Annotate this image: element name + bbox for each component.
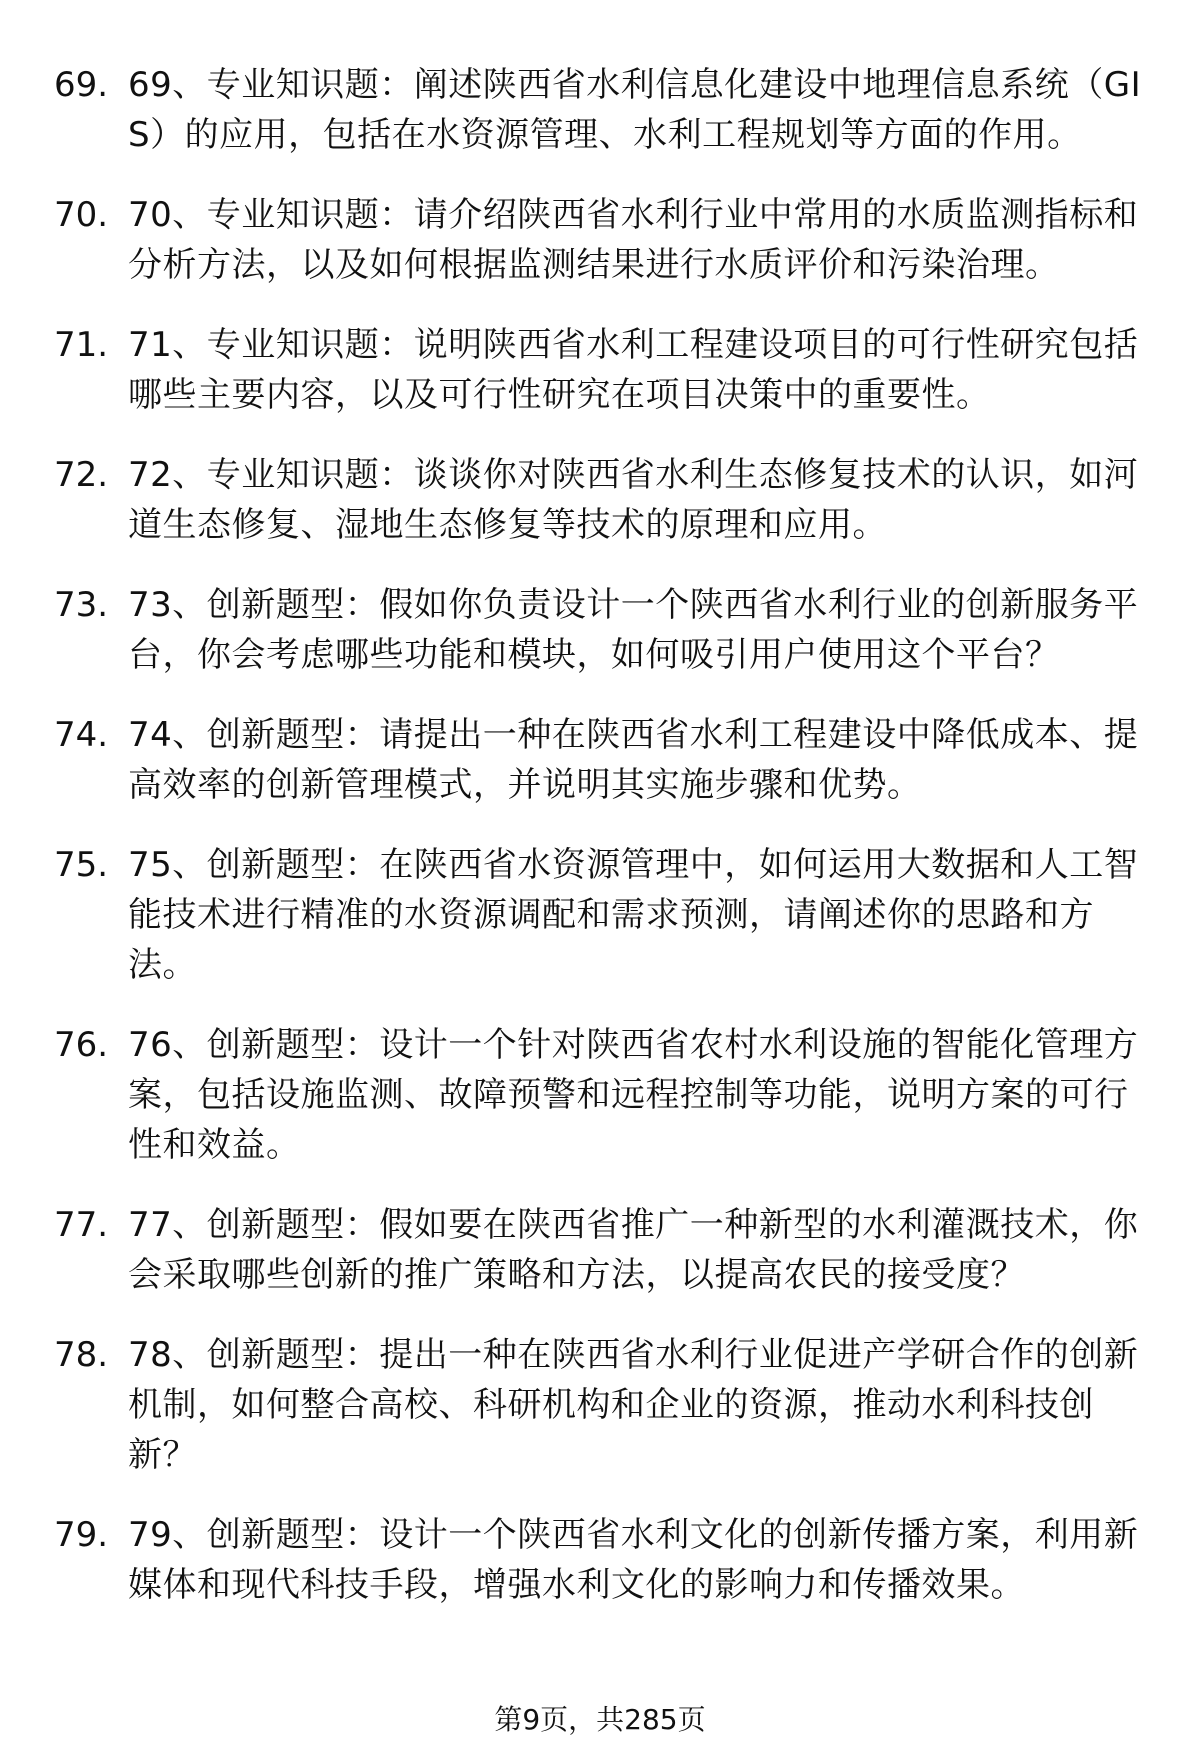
question-text: 77、创新题型：假如要在陕西省推广一种新型的水利灌溉技术，你会采取哪些创新的推广策略和方法，以提高农民的接受度？	[128, 1205, 1139, 1295]
question-text: 73、创新题型：假如你负责设计一个陕西省水利行业的创新服务平台，你会考虑哪些功能和模块，如何吸引用户使用这个平台？	[128, 585, 1139, 675]
question-number: 73.	[54, 585, 109, 625]
question-item	[54, 1510, 1154, 1610]
question-item	[54, 60, 1154, 160]
question-text: 75、创新题型：在陕西省水资源管理中，如何运用大数据和人工智能技术进行精准的水资源调配和需求预测，请阐述你的思路和方法。	[128, 845, 1139, 985]
question-item	[54, 190, 1154, 290]
question-item	[54, 450, 1154, 550]
question-text: 70、专业知识题：请介绍陕西省水利行业中常用的水质监测指标和分析方法，以及如何根据监测结果进行水质评价和污染治理。	[128, 195, 1139, 285]
question-text: 69、专业知识题：阐述陕西省水利信息化建设中地理信息系统（GIS）的应用，包括在水资源管理、水利工程规划等方面的作用。	[128, 65, 1142, 155]
question-list	[54, 60, 1154, 1640]
question-item	[54, 840, 1154, 990]
question-item	[54, 580, 1154, 680]
question-text: 72、专业知识题：谈谈你对陕西省水利生态修复技术的认识，如河道生态修复、湿地生态修复等技术的原理和应用。	[128, 455, 1139, 545]
question-item	[54, 320, 1154, 420]
question-text: 71、专业知识题：说明陕西省水利工程建设项目的可行性研究包括哪些主要内容，以及可行性研究在项目决策中的重要性。	[128, 325, 1139, 415]
question-item	[54, 710, 1154, 810]
question-number: 78.	[54, 1335, 109, 1375]
question-text: 74、创新题型：请提出一种在陕西省水利工程建设中降低成本、提高效率的创新管理模式，并说明其实施步骤和优势。	[128, 715, 1139, 805]
question-text: 78、创新题型：提出一种在陕西省水利行业促进产学研合作的创新机制，如何整合高校、科研机构和企业的资源，推动水利科技创新？	[128, 1335, 1139, 1475]
question-text: 79、创新题型：设计一个陕西省水利文化的创新传播方案，利用新媒体和现代科技手段，增强水利文化的影响力和传播效果。	[128, 1515, 1139, 1605]
question-number: 75.	[54, 845, 109, 885]
question-number: 71.	[54, 325, 109, 365]
question-number: 79.	[54, 1515, 109, 1555]
question-text: 76、创新题型：设计一个针对陕西省农村水利设施的智能化管理方案，包括设施监测、故障预警和远程控制等功能，说明方案的可行性和效益。	[128, 1025, 1139, 1165]
question-number: 72.	[54, 455, 109, 495]
question-number: 74.	[54, 715, 109, 755]
question-item	[54, 1020, 1154, 1170]
question-number: 70.	[54, 195, 109, 235]
question-item	[54, 1330, 1154, 1480]
question-number: 76.	[54, 1025, 109, 1065]
page-number-footer: 第9页，共285页	[494, 1703, 706, 1736]
question-number: 77.	[54, 1205, 109, 1245]
question-number: 69.	[54, 65, 109, 105]
question-item	[54, 1200, 1154, 1300]
